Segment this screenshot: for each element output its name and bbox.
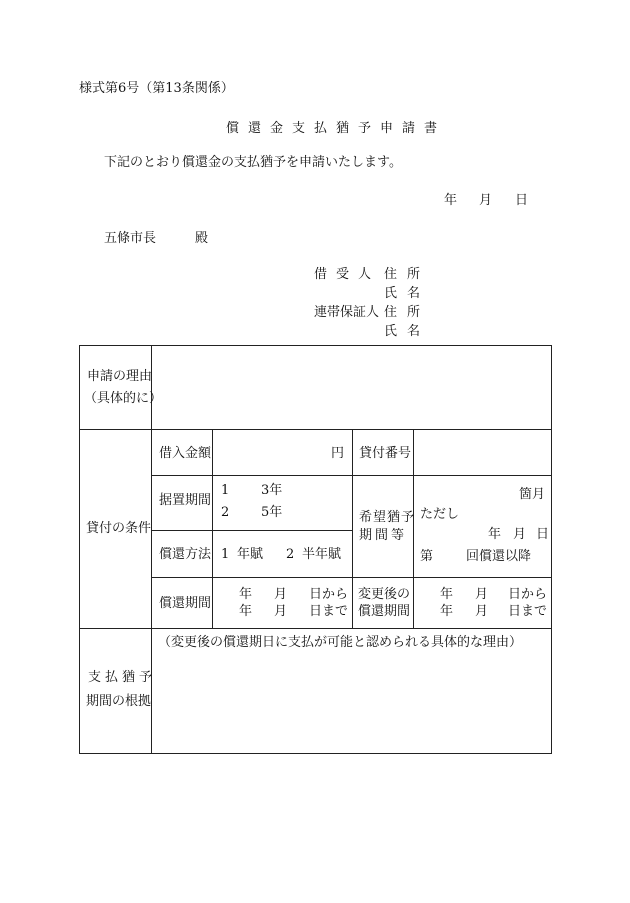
desired-year: 年 xyxy=(488,527,502,542)
loan-number-label: 貸付番号 xyxy=(359,446,412,461)
repay-option-2[interactable]: 半年賦 xyxy=(302,546,342,562)
application-form-table xyxy=(79,345,552,754)
deferment-label: 据置期間 xyxy=(159,493,212,508)
addressee-honorific: 殿 xyxy=(195,231,209,246)
loan-conditions-label-cell xyxy=(80,430,152,629)
changed-to-suffix: 日まで xyxy=(508,604,548,619)
loan-conditions-label: 貸付の条件 xyxy=(86,521,152,536)
repay-from-suffix: 日から xyxy=(309,587,349,602)
loan-amount-label: 借入金額 xyxy=(159,446,212,461)
installment-prefix: 第 xyxy=(420,549,434,564)
changed-period-cell[interactable] xyxy=(414,578,552,629)
form-number: 様式第6号（第13条関係） xyxy=(79,81,234,96)
desired-day: 日 xyxy=(536,527,550,542)
repay-from-month: 月 xyxy=(274,587,288,602)
basis-label-cell xyxy=(80,629,157,754)
changed-from-suffix: 日から xyxy=(508,587,548,602)
deferment-option-1-number: 1 xyxy=(221,483,230,498)
deferment-option-2[interactable]: 5年 xyxy=(261,505,283,520)
changed-to-year: 年 xyxy=(440,604,454,619)
reason-label-line1: 申請の理由 xyxy=(87,369,153,384)
desired-month: 月 xyxy=(513,527,527,542)
changed-period-label-line1: 変更後の xyxy=(358,587,411,602)
basis-note: （変更後の償還期日に支払が可能と認められる具体的な理由） xyxy=(158,635,523,650)
deferment-option-2-number: 2 xyxy=(221,505,230,520)
desired-period-label-line1: 希望猶予 xyxy=(359,510,416,525)
guarantor-name-label: 氏名 xyxy=(384,324,431,339)
repay-method-label-cell xyxy=(152,530,213,578)
however-label: ただし xyxy=(420,507,460,522)
guarantor-label: 連帯保証人 xyxy=(314,305,380,320)
installment-suffix: 回償還以降 xyxy=(466,549,532,564)
months-label: 箇月 xyxy=(518,487,545,502)
desired-period-cell[interactable] xyxy=(414,476,552,578)
repay-to-month: 月 xyxy=(274,604,288,619)
basis-input-cell[interactable] xyxy=(152,629,552,754)
repay-period-label-cell xyxy=(152,578,213,629)
desired-period-label-cell xyxy=(353,476,414,578)
desired-period-label-line2: 期間等 xyxy=(359,528,408,543)
changed-from-month: 月 xyxy=(475,587,489,602)
reason-label-line2: （具体的に） xyxy=(84,391,163,406)
loan-amount-unit: 円 xyxy=(330,446,344,461)
borrower-name-label: 氏名 xyxy=(384,286,431,301)
deferment-label-cell xyxy=(152,476,213,531)
repay-period-label: 償還期間 xyxy=(159,596,212,611)
repay-method-options-cell xyxy=(213,530,353,578)
reason-input-cell[interactable] xyxy=(152,346,552,430)
changed-period-label-cell xyxy=(353,578,414,629)
borrower-label: 借受人 xyxy=(314,267,381,282)
repay-period-cell[interactable] xyxy=(213,578,353,629)
date-year: 年 xyxy=(444,193,458,208)
repay-option-1[interactable]: 年賦 xyxy=(237,546,264,562)
addressee-name: 五條市長 xyxy=(104,231,157,246)
repay-option-2-number: 2 xyxy=(286,546,295,562)
intro-text: 下記のとおり償還金の支払猶予を申請いたします。 xyxy=(104,155,402,170)
changed-to-month: 月 xyxy=(475,604,489,619)
repay-method-label: 償還方法 xyxy=(159,546,212,562)
deferment-option-1[interactable]: 3年 xyxy=(261,483,283,498)
guarantor-address-label: 住所 xyxy=(384,305,431,320)
deferment-options-cell xyxy=(213,476,353,531)
date-day: 日 xyxy=(515,193,529,208)
loan-amount-label-cell xyxy=(152,430,213,476)
date-month: 月 xyxy=(479,193,493,208)
basis-label-line1: 支払猶予 xyxy=(88,670,157,685)
repay-from-year: 年 xyxy=(239,587,253,602)
basis-label-line2: 期間の根拠 xyxy=(86,694,152,709)
repay-option-1-number: 1 xyxy=(221,546,230,562)
repay-to-suffix: 日まで xyxy=(309,604,349,619)
loan-amount-cell[interactable] xyxy=(213,430,353,476)
borrower-address-label: 住所 xyxy=(384,267,431,282)
changed-period-label-line2: 償還期間 xyxy=(358,604,411,619)
repay-to-year: 年 xyxy=(239,604,253,619)
reason-label-cell xyxy=(80,346,163,430)
loan-number-cell[interactable] xyxy=(414,430,552,476)
changed-from-year: 年 xyxy=(440,587,454,602)
document-title: 償還金支払猶予申請書 xyxy=(226,121,447,136)
loan-number-label-cell xyxy=(353,430,414,476)
